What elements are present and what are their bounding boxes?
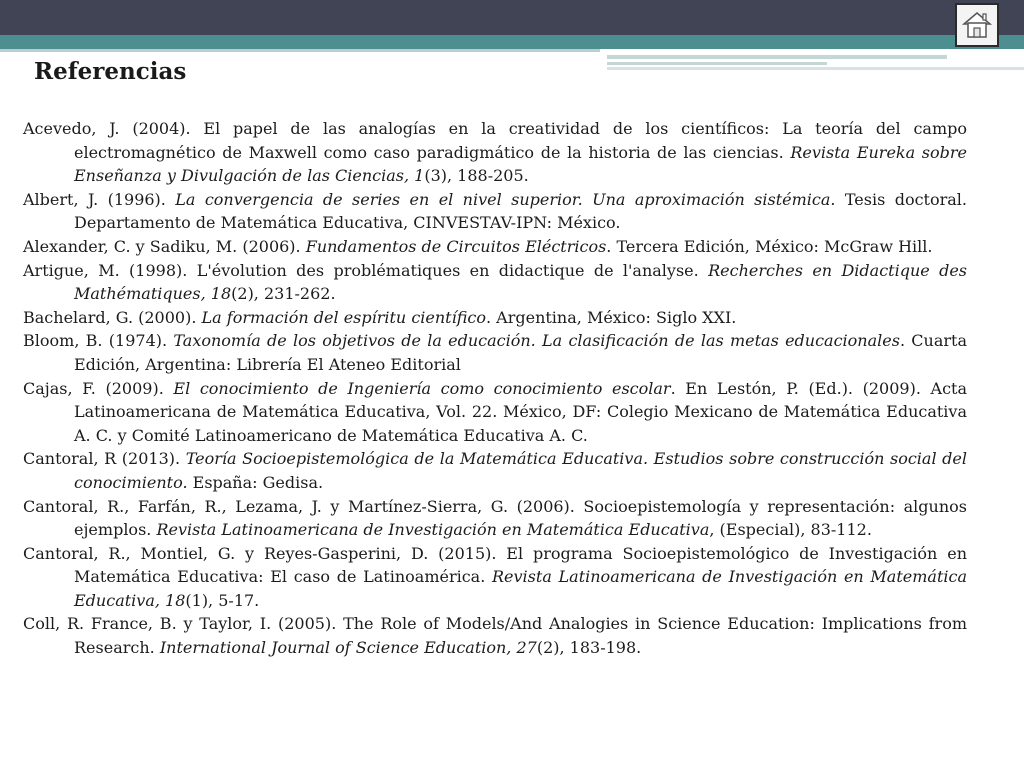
reference-entry — [23, 188, 967, 235]
reference-text: Acevedo, J. (2004). El papel de las analogías en la creatividad de los científicos: La teoría del campo electromagnético de Maxwell como caso paradigmático de la historia de las ciencias. — [23, 119, 967, 162]
reference-text: Cantoral, R (2013). — [23, 449, 186, 469]
reference-entry — [23, 612, 967, 659]
reference-entry — [23, 447, 967, 494]
reference-text: . En Lestón, P. (Ed.). (2009). Acta Latinoamericana de Matemática Educativa, Vol. 22. México, DF: Colegio Mexicano de Matemática Educativa A. C. y Comité Latinoamericano de Matemática Educativa A. C. — [74, 378, 968, 445]
decorative-stripe — [607, 67, 1024, 70]
reference-text: . Argentina, México: Siglo XXI. — [485, 307, 737, 327]
reference-text: Albert, J. (1996). — [23, 189, 176, 209]
reference-entry — [23, 259, 967, 306]
reference-list — [23, 117, 967, 660]
reference-italic-text: El conocimiento de Ingeniería como conocimiento escolar — [173, 378, 671, 398]
reference-italic-text: Fundamentos de Circuitos Eléctricos — [305, 236, 607, 256]
reference-italic-text: La convergencia de series en el nivel superior. Una aproximación sistémica. — [175, 189, 836, 209]
reference-italic-text: Taxonomía de los objetivos de la educación. La clasificación de las metas educacionales — [173, 331, 900, 351]
reference-text: Cantoral, R., Montiel, G. y Reyes-Gasperini, D. (2015). El programa Socioepistemológico de Investigación en Matemática Educativa: El caso de Latinoamérica. — [23, 543, 967, 587]
reference-text: Cajas, F. (2009). — [23, 378, 174, 398]
reference-text: . Tercera Edición, México: McGraw Hill. — [606, 236, 933, 256]
reference-text: Alexander, C. y Sadiku, M. (2006). — [23, 236, 306, 256]
reference-entry — [23, 542, 967, 613]
slide-title: Referencias — [34, 58, 187, 85]
reference-entry — [23, 377, 967, 448]
header-accent-bar — [0, 35, 1024, 49]
reference-text: Artigue, M. (1998). L'évolution des problématiques en didactique de l'analyse. — [23, 260, 709, 280]
reference-text: España: Gedisa. — [187, 472, 324, 492]
reference-text: (3), 188-205. — [424, 166, 529, 186]
reference-entry — [23, 495, 967, 542]
header-band — [0, 0, 1024, 35]
reference-italic-text: Revista Latinoamericana de Investigación en Matemática Educativa — [156, 520, 710, 540]
reference-text: , (Especial), 83-112. — [709, 520, 872, 540]
reference-entry — [23, 235, 967, 259]
reference-italic-text: La formación del espíritu científico — [201, 307, 486, 327]
reference-italic-text: International Journal of Science Education, 27 — [159, 638, 537, 658]
decorative-stripe — [607, 62, 827, 65]
reference-text: (1), 5-17. — [185, 590, 260, 610]
reference-italic-text: Revista Eureka sobre Enseñanza y Divulgación de las Ciencias, 1 — [74, 142, 967, 186]
reference-text: Bloom, B. (1974). — [23, 331, 174, 351]
reference-text: . Cuarta Edición, Argentina: Librería El Ateneo Editorial — [74, 331, 967, 374]
home-button[interactable] — [955, 3, 999, 47]
reference-text: Bachelard, G. (2000). — [23, 307, 202, 327]
reference-entry — [23, 306, 967, 330]
header-accent-line — [0, 49, 600, 52]
reference-italic-text: Revista Latinoamericana de Investigación en Matemática Educativa, 18 — [74, 567, 967, 610]
reference-text: (2), 231-262. — [231, 284, 336, 304]
reference-entry — [23, 117, 967, 188]
reference-text: (2), 183-198. — [536, 638, 642, 658]
reference-text: Cantoral, R., Farfán, R., Lezama, J. y Martínez-Sierra, G. (2006). Socioepistemología y representación: algunos ejemplos. — [23, 496, 967, 540]
reference-text: Coll, R. France, B. y Taylor, I. (2005). The Role of Models/And Analogies in Science Education: Implications from Research. — [23, 614, 967, 658]
decorative-stripe — [607, 55, 947, 59]
home-icon — [961, 9, 993, 41]
reference-entry — [23, 329, 967, 376]
reference-italic-text: Recherches en Didactique des Mathématiques, 18 — [74, 260, 968, 304]
reference-italic-text: Teoría Socioepistemológica de la Matemática Educativa. Estudios sobre construcción social del conocimiento. — [74, 449, 967, 492]
reference-text: Tesis doctoral. Departamento de Matemática Educativa, CINVESTAV-IPN: México. — [74, 189, 967, 233]
